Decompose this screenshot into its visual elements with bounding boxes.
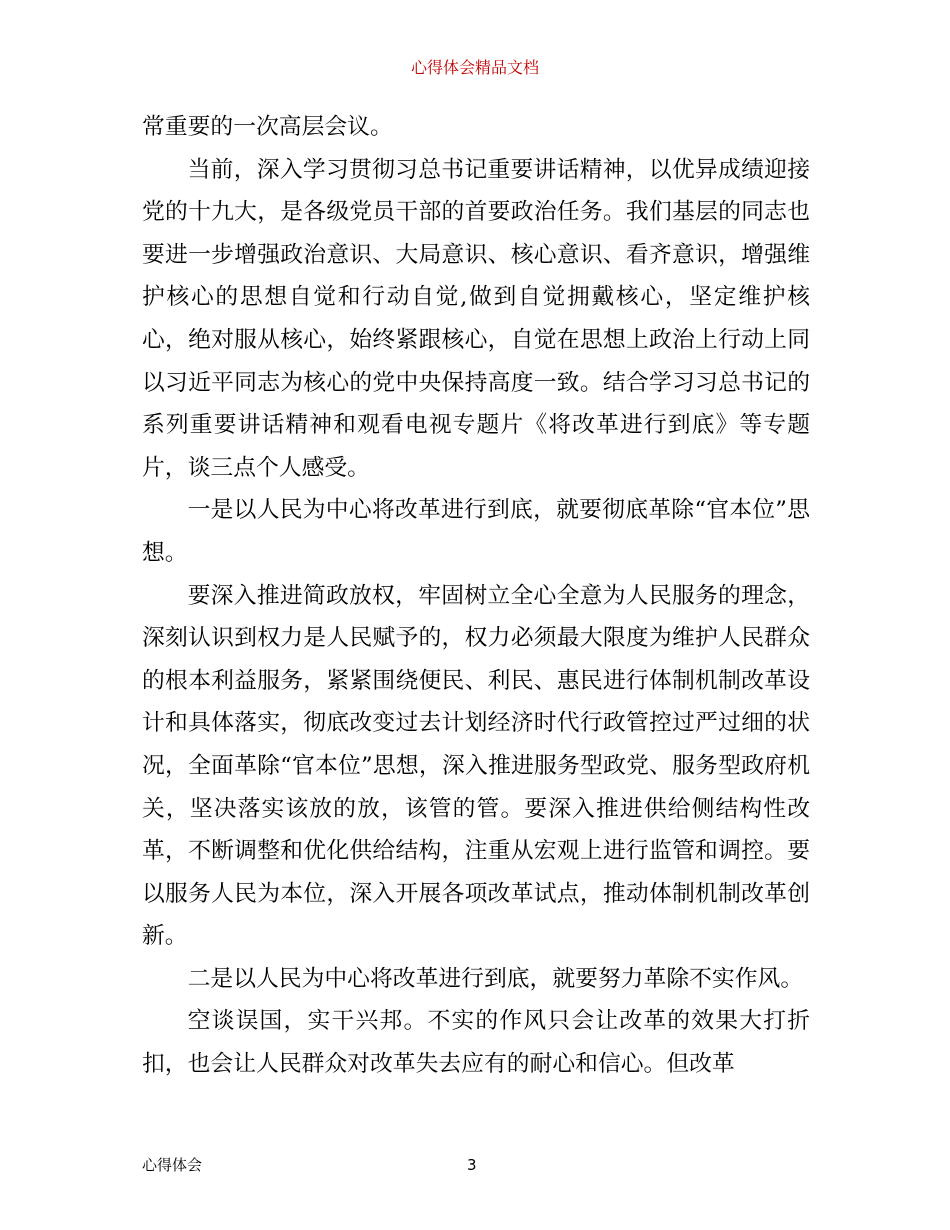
- paragraph-5: 二是以人民为中心将改革进行到底，就要努力革除不实作风。: [187, 965, 804, 992]
- paragraph-2: 当前，深入学习贯彻习总书记重要讲话精神，以优异成绩迎接党的十九大，是各级党员干部的首要政治任务。我们基层的同志也要进一步增强政治意识、大局意识、核心意识、看齐意识，增强维护核心的思想自觉和行动自觉,做到自觉拥戴核心，坚定维护核心，绝对服从核心，始终紧跟核心，自觉在思想上政治上行动上同以习近平同志为核心的党中央保持高度一致。结合学习习总书记的系列重要讲话精神和观看电视专题片《将改革进行到底》等专题片，谈三点个人感受。: [142, 156, 810, 481]
- paragraph-3: 一是以人民为中心将改革进行到底，就要彻底革除“官本位”思想。: [142, 497, 810, 566]
- paragraph-6: 空谈误国，实干兴邦。不实的作风只会让改革的效果大打折扣，也会让人民群众对改革失去应有的耐心和信心。但改革: [142, 1008, 810, 1078]
- page-header-title: 心得体会精品文档: [410, 58, 539, 77]
- paragraph-4: 要深入推进简政放权，牢固树立全心全意为人民服务的理念，深刻认识到权力是人民赋予的，权力必须最大限度为维护人民群众的根本利益服务，紧紧围绕便民、利民、惠民进行体制机制改革设计和具体落实，彻底改变过去计划经济时代行政管控过严过细的状况，全面革除“官本位”思想，深入推进服务型政党、服务型政府机关，坚决落实该放的放，该管的管。要深入推进供给侧结构性改革，不断调整和优化供给结构，注重从宏观上进行监管和调控。要以服务人民为本位，深入开展各项改革试点，推动体制机制改革创新。: [142, 582, 810, 950]
- page-number: 3: [467, 1156, 477, 1174]
- document-body: [142, 106, 810, 1086]
- footer-label: 心得体会: [142, 1156, 203, 1174]
- paragraph-1: 常重要的一次高层会议。: [142, 114, 393, 140]
